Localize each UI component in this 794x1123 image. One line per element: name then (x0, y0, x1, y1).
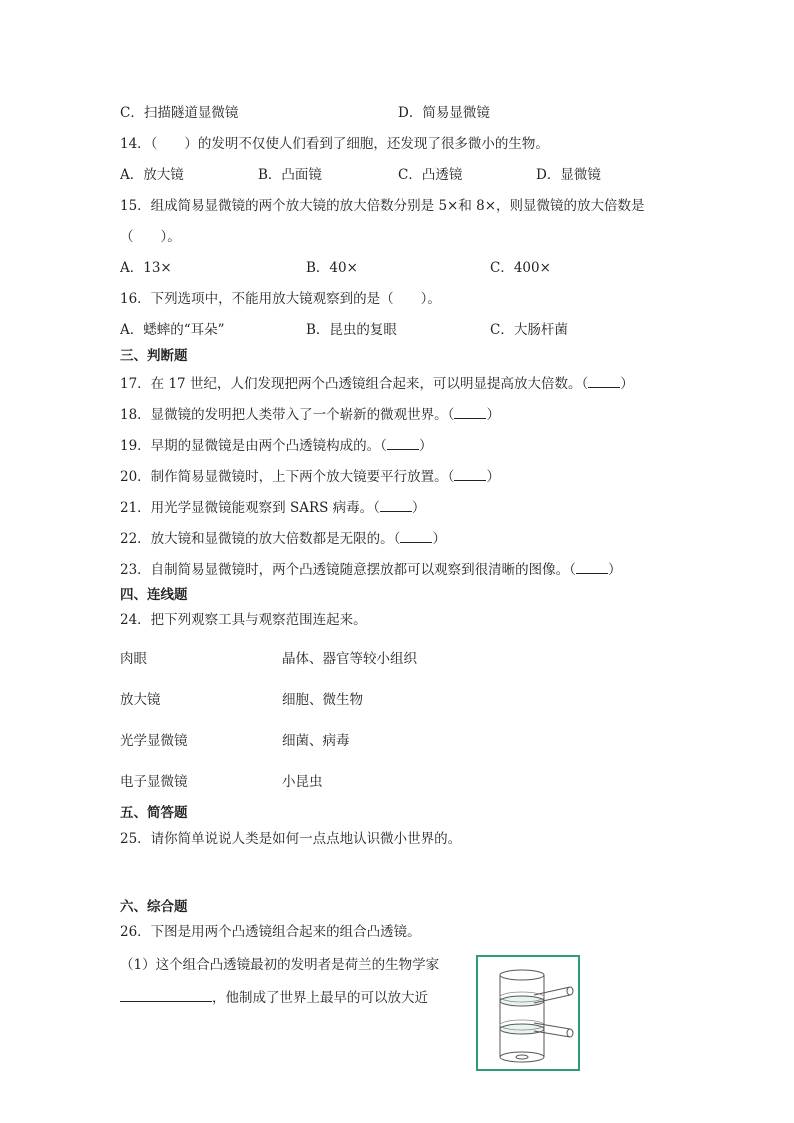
judge-item-close: ） (418, 438, 433, 454)
judge-item-text: 20．制作简易显微镜时，上下两个放大镜要平行放置。（ (120, 469, 455, 485)
match-left-item[interactable]: 电子显微镜 (120, 774, 188, 790)
judge-item-close: ） (411, 500, 426, 516)
judge-item-close: ） (607, 562, 622, 578)
answer-blank[interactable] (400, 528, 432, 543)
answer-blank[interactable] (588, 373, 620, 388)
section-short-answer-heading: 五、简答题 (120, 805, 188, 821)
match-left-item[interactable]: 光学显微镜 (120, 733, 188, 749)
judge-item-text: 21．用光学显微镜能观察到 SARS 病毒。（ (120, 500, 380, 516)
section-comprehensive-heading: 六、综合题 (120, 899, 188, 915)
q16-option-c: C．大肠杆菌 (490, 322, 568, 338)
q25-stem: 25．请你简单说说人类是如何一点点地认识微小世界的。 (120, 831, 462, 847)
judge-item (120, 435, 432, 455)
answer-blank[interactable] (380, 497, 412, 512)
q26-sub1-line2-text: ，他制成了世界上最早的可以放大近 (212, 990, 428, 1006)
q14-stem: 14．（ ）的发明不仅使人们看到了细胞，还发现了很多微小的生物。 (120, 136, 549, 152)
q26-stem: 26．下图是用两个凸透镜组合起来的组合凸透镜。 (120, 924, 421, 940)
q14-option-b: B．凸面镜 (258, 167, 322, 183)
answer-blank[interactable] (454, 404, 486, 419)
match-right-item[interactable]: 小昆虫 (282, 774, 323, 790)
judge-item-text: 22．放大镜和显微镜的放大倍数都是无限的。（ (120, 531, 401, 547)
q13-option-d: D．简易显微镜 (398, 105, 490, 121)
q14-option-a: A．放大镜 (120, 167, 184, 183)
match-right-item[interactable]: 细菌、病毒 (282, 733, 350, 749)
q16-option-b: B．昆虫的复眼 (306, 322, 397, 338)
judge-item-text: 19．早期的显微镜是由两个凸透镜构成的。（ (120, 438, 387, 454)
match-left-item[interactable]: 肉眼 (120, 651, 147, 667)
match-left-item[interactable]: 放大镜 (120, 692, 161, 708)
q15-stem: 15．组成简易显微镜的两个放大镜的放大倍数分别是 5×和 8×，则显微镜的放大倍数是 (120, 198, 645, 214)
lens-tube-illustration (478, 957, 578, 1069)
judge-item-text: 17．在 17 世纪，人们发现把两个凸透镜组合起来，可以明显提高放大倍数。（ (120, 376, 589, 392)
q15-option-a: A．13× (120, 260, 172, 276)
judge-item (120, 559, 621, 579)
judge-item-close: ） (432, 531, 446, 547)
answer-blank[interactable] (120, 987, 212, 1002)
lens-figure (476, 955, 580, 1071)
q16-stem: 16．下列选项中，不能用放大镜观察到的是（ ）。 (120, 291, 441, 307)
q15-option-b: B．40× (306, 260, 358, 276)
answer-blank[interactable] (576, 559, 608, 574)
judge-item (120, 497, 425, 517)
answer-blank[interactable] (454, 466, 486, 481)
judge-item-close: ） (486, 469, 500, 485)
judge-item (120, 373, 634, 393)
q26-sub1-line2 (120, 987, 428, 1007)
section-judge-heading: 三、判断题 (120, 348, 188, 364)
match-right-item[interactable]: 细胞、微生物 (282, 692, 363, 708)
match-right-item[interactable]: 晶体、器官等较小组织 (282, 651, 417, 667)
judge-item-close: ） (620, 376, 634, 392)
q26-sub1-line1: （1）这个组合凸透镜最初的发明者是荷兰的生物学家 (120, 957, 440, 973)
q16-option-a: A．蟋蟀的“耳朵” (120, 322, 225, 338)
q24-stem: 24．把下列观察工具与观察范围连起来。 (120, 612, 367, 628)
judge-item-text: 23．自制简易显微镜时，两个凸透镜随意摆放都可以观察到很清晰的图像。（ (120, 562, 576, 578)
q14-option-c: C．凸透镜 (398, 167, 463, 183)
answer-blank[interactable] (387, 435, 419, 450)
q13-option-c: C．扫描隧道显微镜 (120, 105, 239, 121)
q15-option-c: C．400× (490, 260, 551, 276)
q14-option-d: D．显微镜 (536, 167, 601, 183)
judge-item (120, 528, 446, 548)
judge-item-text: 18．显微镜的发明把人类带入了一个崭新的微观世界。（ (120, 407, 455, 423)
q15-stem-cont: （ ）。 (120, 229, 181, 245)
judge-item (120, 466, 500, 486)
section-matching-heading: 四、连线题 (120, 587, 188, 603)
judge-item-close: ） (486, 407, 500, 423)
judge-item (120, 404, 500, 424)
